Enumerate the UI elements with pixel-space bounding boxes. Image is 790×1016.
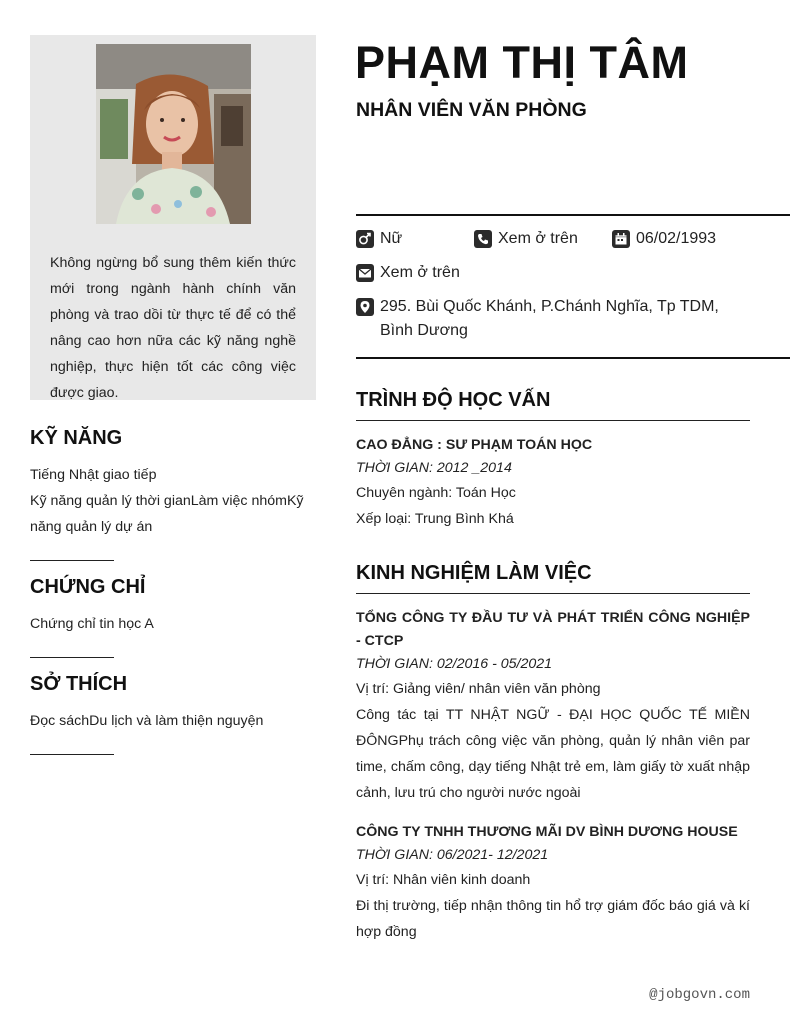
phone-value: Xem ở trên [498, 230, 578, 247]
section-divider [30, 754, 114, 755]
address-value: 295. Bùi Quốc Khánh, P.Chánh Nghĩa, Tp TDM, Bình Dương [380, 298, 719, 339]
experience-rule [356, 593, 750, 594]
experience-time: THỜI GIAN: 02/2016 - 05/2021 [356, 656, 553, 672]
experience-time: THỜI GIAN: 06/2021- 12/2021 [356, 847, 549, 863]
hobbies-heading: SỞ THÍCH [30, 673, 128, 695]
hobby-item: Đọc sáchDu lịch và làm thiện nguyện [30, 713, 264, 729]
experience-company: TỔNG CÔNG TY ĐẦU TƯ VÀ PHÁT TRIỂN CÔNG NGHIỆP - CTCP [356, 610, 750, 649]
skills-heading: KỸ NĂNG [30, 427, 123, 449]
education-heading: TRÌNH ĐỘ HỌC VẤN [356, 389, 551, 411]
education-major: Chuyên ngành: Toán Học [356, 485, 516, 501]
section-divider [30, 657, 114, 658]
gender-icon [356, 230, 374, 248]
portrait-illustration [96, 44, 251, 224]
location-icon [356, 298, 374, 316]
certificates-heading: CHỨNG CHỈ [30, 576, 146, 598]
skills-section [30, 426, 310, 540]
experience-heading: KINH NGHIỆM LÀM VIỆC [356, 562, 592, 584]
birthday-value: 06/02/1993 [636, 230, 717, 247]
experience-position: Vị trí: Nhân viên kinh doanh [356, 872, 531, 888]
contact-address [356, 295, 756, 343]
contact-email [356, 261, 460, 285]
profile-photo [96, 44, 251, 224]
section-divider [30, 560, 114, 561]
phone-icon [474, 230, 492, 248]
calendar-icon [612, 230, 630, 248]
contact-top-rule [356, 214, 790, 216]
contact-phone [474, 227, 578, 251]
experience-position: Vị trí: Giảng viên/ nhân viên văn phòng [356, 681, 601, 697]
education-rule [356, 420, 750, 421]
candidate-name: PHẠM THỊ TÂM [355, 37, 689, 88]
experience-description: Đi thị trường, tiếp nhận thông tin hổ trợ giám đốc báo giá và kí hợp đồng [356, 898, 750, 940]
contact-bottom-rule [356, 357, 790, 359]
education-grade: Xếp loại: Trung Bình Khá [356, 511, 514, 527]
education-school: CAO ĐẲNG : SƯ PHẠM TOÁN HỌC [356, 437, 593, 453]
education-time: THỜI GIAN: 2012 _2014 [356, 460, 512, 476]
email-icon [356, 264, 374, 282]
experience-entry [356, 607, 750, 806]
profile-summary: Không ngừng bổ sung thêm kiến thức mới trong ngành hành chính văn phòng và trao dồi từ thực tế để có thể nâng cao hơn nữa các kỹ năng nghề nghiệp, thực hiện tốt các công việc được giao. [50, 255, 296, 401]
site-watermark: @jobgovn.com [649, 987, 750, 1003]
experience-description: Công tác tại TT NHẬT NGỮ - ĐẠI HỌC QUỐC TẾ MIỀN ĐÔNGPhụ trách công việc văn phòng, quản lý nhân viên par time, chấm công, dạy tiếng Nhật trẻ em, làm giấy tờ xuất nhập cảnh, lưu trú cho người nước ngoài [356, 707, 750, 801]
gender-value: Nữ [380, 230, 403, 247]
email-value: Xem ở trên [380, 264, 460, 281]
contact-gender [356, 227, 402, 251]
experience-company: CÔNG TY TNHH THƯƠNG MÃI DV BÌNH DƯƠNG HOUSE [356, 824, 738, 840]
certificates-section [30, 575, 310, 637]
education-entry [356, 434, 750, 532]
skill-item: Kỹ năng quản lý thời gianLàm việc nhómKỹ năng quản lý dự án [30, 493, 304, 535]
experience-entry [356, 821, 750, 945]
hobbies-section [30, 672, 310, 734]
contact-birthday [612, 227, 716, 251]
skill-item: Tiếng Nhật giao tiếp [30, 467, 157, 483]
profile-sidebar-panel [30, 35, 316, 400]
certificate-item: Chứng chỉ tin học A [30, 616, 154, 632]
job-title: NHÂN VIÊN VĂN PHÒNG [356, 99, 587, 121]
